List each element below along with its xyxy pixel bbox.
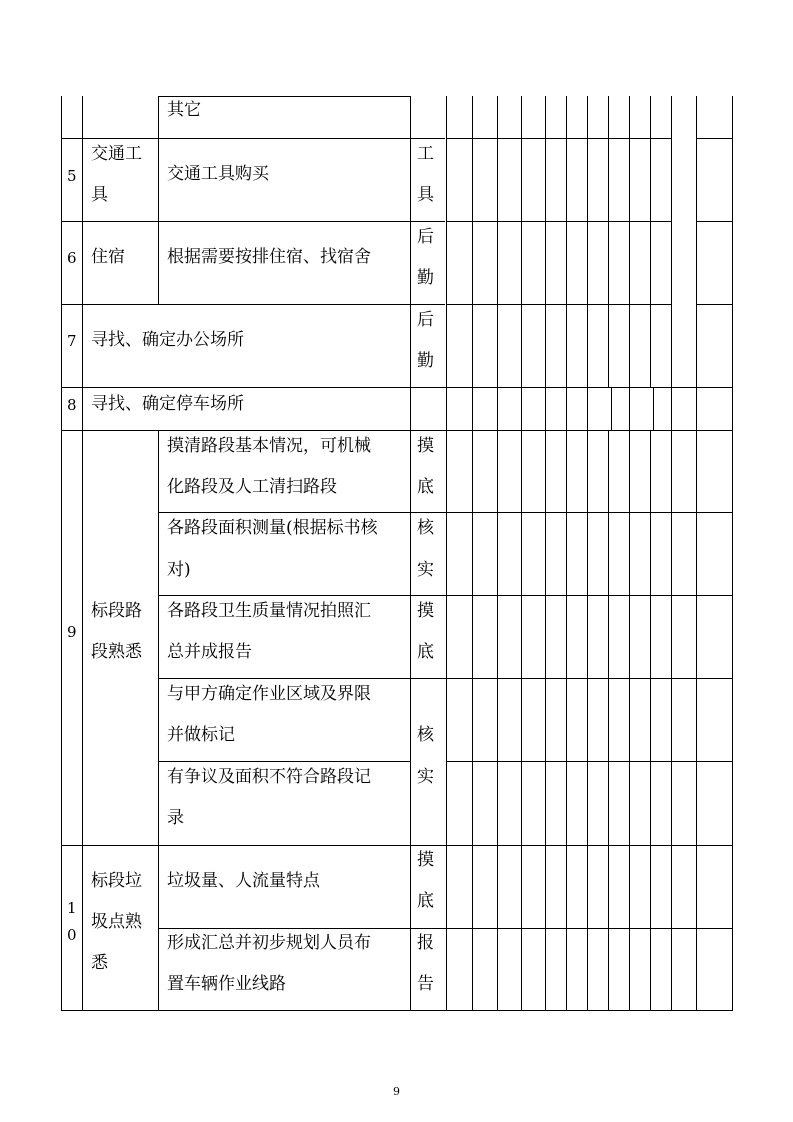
table-rule <box>521 96 522 1011</box>
table-rule <box>61 221 445 222</box>
task-text: 交通工具购买 <box>167 164 269 184</box>
task-text: 录 <box>167 808 184 828</box>
item-text: 段熟悉 <box>91 642 142 662</box>
table-rule <box>61 96 62 1011</box>
table-rule <box>653 387 654 431</box>
row-number: 0 <box>67 926 77 944</box>
table-rule <box>608 96 609 388</box>
table-rule <box>82 96 83 1011</box>
table-rule <box>732 96 733 1011</box>
table-rule <box>61 845 733 846</box>
table-rule <box>447 678 733 679</box>
task-text: 与甲方确定作业区域及界限 <box>167 684 371 704</box>
table-rule <box>696 138 733 139</box>
type-text: 勤 <box>417 351 434 371</box>
table-rule <box>497 96 498 1011</box>
table-rule <box>447 138 671 139</box>
task-text: 并做标记 <box>167 725 235 745</box>
task-text: 根据需要按排住宿、找宿舍 <box>167 247 371 267</box>
table-rule <box>61 430 733 431</box>
type-text: 摸 <box>417 601 434 621</box>
task-text: 摸清路段基本情况，可机械 <box>167 436 371 456</box>
table-rule <box>447 761 733 762</box>
type-text: 告 <box>417 974 434 994</box>
task-text: 总并成报告 <box>167 642 252 662</box>
task-text: 寻找、确定停车场所 <box>91 394 244 414</box>
type-text: 具 <box>417 185 434 205</box>
table-rule <box>158 678 446 679</box>
table-rule <box>671 96 672 1011</box>
task-text: 形成汇总并初步规划人员布 <box>167 933 371 953</box>
type-text: 后 <box>417 227 434 247</box>
row-number: 5 <box>67 167 77 185</box>
table-rule <box>608 430 609 1011</box>
table-rule <box>696 304 733 305</box>
table-rule <box>158 512 446 513</box>
table-rule <box>158 761 411 762</box>
table-rule <box>158 928 446 929</box>
item-text: 标段垃 <box>91 871 142 891</box>
task-text: 对) <box>167 560 191 580</box>
table-rule <box>158 96 411 97</box>
row-number: 1 <box>67 899 77 917</box>
type-text: 工 <box>417 144 434 164</box>
type-text: 实 <box>417 767 434 787</box>
type-text: 后 <box>417 310 434 330</box>
table-rule <box>158 595 446 596</box>
type-text: 摸 <box>417 436 434 456</box>
table-rule <box>447 512 733 513</box>
table-rule <box>587 96 588 1011</box>
task-text: 各路段面积测量(根据标书核 <box>167 518 378 538</box>
type-text: 底 <box>417 891 434 911</box>
table-rule <box>545 96 546 1011</box>
table-rule <box>61 1010 733 1011</box>
type-text: 底 <box>417 477 434 497</box>
row-number: 9 <box>67 623 77 641</box>
table-rule <box>61 138 445 139</box>
table-rule <box>447 595 733 596</box>
table-rule <box>158 96 159 305</box>
type-text: 摸 <box>417 850 434 870</box>
table-rule <box>410 96 411 1011</box>
type-text: 实 <box>417 560 434 580</box>
item-text: 交通工 <box>91 144 142 164</box>
table-rule <box>446 96 447 1011</box>
table-rule <box>629 96 630 1011</box>
task-text: 置车辆作业线路 <box>167 974 286 994</box>
task-text: 寻找、确定办公场所 <box>91 330 244 350</box>
task-text: 其它 <box>167 100 201 120</box>
item-text: 住宿 <box>91 247 125 267</box>
table-rule <box>61 387 733 388</box>
row-number: 8 <box>67 396 77 414</box>
table-rule <box>447 304 671 305</box>
page-number: 9 <box>393 1085 400 1098</box>
task-text: 有争议及面积不符合路段记 <box>167 767 371 787</box>
table-rule <box>447 928 733 929</box>
type-text: 核 <box>417 725 434 745</box>
table-rule <box>696 96 697 1011</box>
table-rule <box>566 96 567 1011</box>
item-text: 标段路 <box>91 601 142 621</box>
table-rule <box>650 96 651 388</box>
table-rule <box>447 221 671 222</box>
task-text: 化路段及人工清扫路段 <box>167 477 337 497</box>
row-number: 6 <box>67 249 77 267</box>
task-text: 各路段卫生质量情况拍照汇 <box>167 601 371 621</box>
item-text: 悉 <box>91 953 108 973</box>
item-text: 具 <box>91 185 108 205</box>
type-text: 核 <box>417 518 434 538</box>
table-rule <box>650 430 651 1011</box>
table-rule <box>61 304 445 305</box>
table-rule <box>158 430 159 1011</box>
type-text: 报 <box>417 933 434 953</box>
row-number: 7 <box>67 332 77 350</box>
type-text: 勤 <box>417 268 434 288</box>
table-rule <box>472 96 473 1011</box>
item-text: 圾点熟 <box>91 912 142 932</box>
type-text: 底 <box>417 642 434 662</box>
table-rule <box>696 221 733 222</box>
task-text: 垃圾量、人流量特点 <box>167 871 320 891</box>
table-rule <box>611 387 612 431</box>
